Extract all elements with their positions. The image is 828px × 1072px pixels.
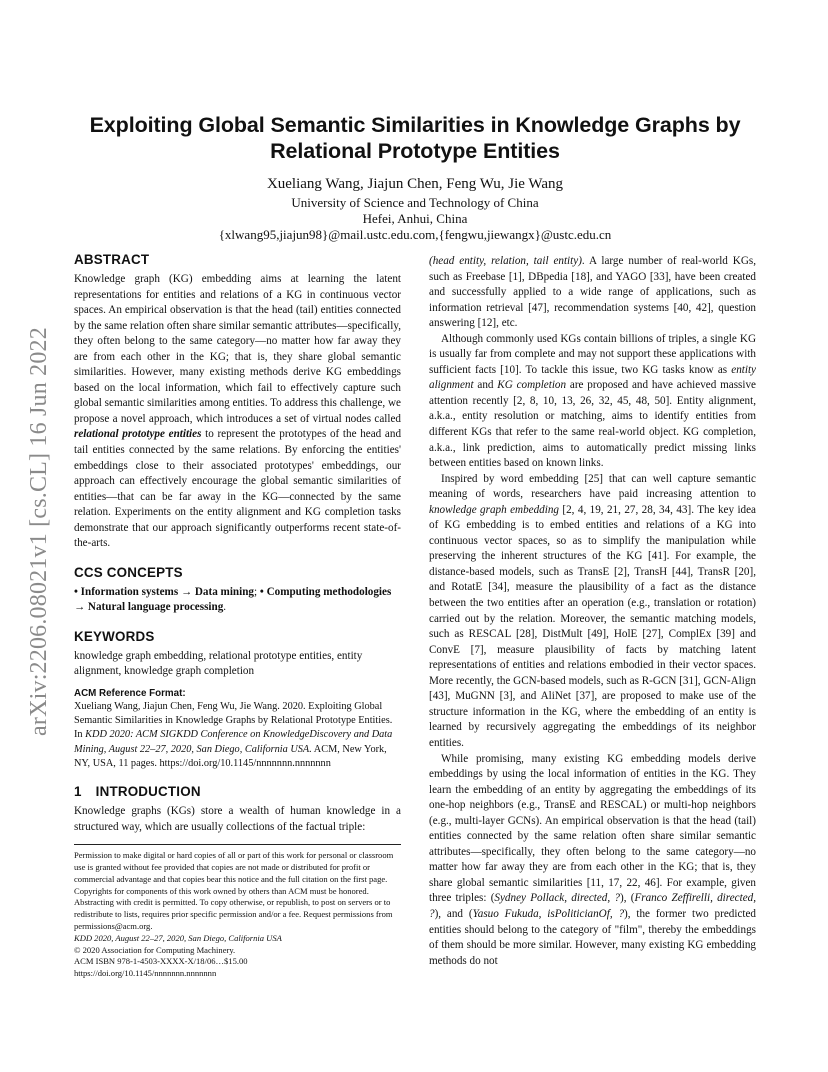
p2-text-b: and (473, 379, 498, 392)
p4-text-a: While promising, many existing KG embedding models derive embeddings by using the local information of entities in the KG. They learn the embedding of an entity by aggregating the embeddings of its one-hop neighbors (e.g., TransE and RESCAL) or multi-hop neighbors (e.g., multi-layer GCNs). An empirical observation is that the head (tail) entities connected by the same relation often share similar semantic attributes—specifically, they often belong to the same category—no matter how far away they are from each other in the KG; that is, they share global semantic similarities [11, 17, 22, 46]. For example, given three triples: ( (429, 752, 756, 905)
term-entity-alignment: entity alignment (429, 363, 756, 392)
reference-text-2: ACM, New York, NY, USA, 11 pages. https://doi.org/10.1145/nnnnnnn.nnnnnnn (74, 743, 387, 769)
arxiv-identifier: arXiv:2206.08021v1 [cs.CL] 16 Jun 2022 (25, 326, 52, 736)
ccs-separator: ; (254, 585, 260, 598)
ccs-end: . (223, 601, 227, 614)
intro-paragraph-1 (429, 254, 756, 332)
intro-paragraph-3 (429, 472, 756, 752)
section-title: INTRODUCTION (95, 784, 201, 800)
p2-text-a: Although commonly used KGs contain billions of triples, a single KG is usually far from complete and may not support these applications with sufficient facts [10]. To tackle this issue, two KG tasks know as (429, 332, 756, 376)
triple-notation: (head entity, relation, tail entity) (429, 255, 582, 267)
term-kg-completion: KG completion (497, 379, 567, 392)
ccs-concept-2: • Computing methodologies → Natural language processing (74, 585, 392, 614)
p3-text-a: Inspired by word embedding [25] that can well capture semantic meaning of words, researchers have paid increasing attention to (429, 472, 756, 501)
doi-line: https://doi.org/10.1145/nnnnnnn.nnnnnnn (74, 968, 217, 979)
paper-title: Exploiting Global Semantic Similarities in Knowledge Graphs by Relational Prototype Entities (89, 113, 741, 163)
left-column (74, 252, 401, 980)
affiliation-location: Hefei, Anhui, China (362, 211, 468, 226)
abstract-heading: ABSTRACT (74, 252, 150, 267)
p4-text-b: ), ( (619, 892, 635, 905)
intro-paragraph-2 (429, 332, 756, 472)
copyright-line: © 2020 Association for Computing Machinery. (74, 944, 236, 955)
reference-format-heading: ACM Reference Format: (74, 688, 186, 700)
example-triple-2: Franco Zeffirelli, directed, ? (429, 892, 756, 920)
permission-notice: Permission to make digital or hard copies of all or part of this work for personal or classroom use is granted without fee provided that copies are not made or distributed for profit or commercial advantage and that copies bear this notice and the full citation on the first page. Copyrights for components of this work owned by others than ACM must be honored. Abstracting with credit is permitted. To copy otherwise, or republish, to post on servers or to redistribute to lists, requires prior specific permission and/or a fee. Request permissions from permissions@acm.org. (74, 850, 394, 931)
term-kg-embedding: knowledge graph embedding (429, 503, 559, 516)
reference-venue: KDD 2020: ACM SIGKDD Conference on KnowledgeDiscovery and Data Mining, August 22–27, 2020, San Diego, California USA. (74, 729, 393, 755)
affiliation-institution: University of Science and Technology of China (291, 195, 539, 210)
example-triple-1: Sydney Pollack, directed, ? (494, 892, 620, 905)
introduction-text: Knowledge graphs (KGs) store a wealth of human knowledge in a structured way, which are usually collections of the factual triple: (74, 805, 401, 833)
section-number: 1 (74, 784, 82, 800)
reference-text-1: Xueliang Wang, Jiajun Chen, Feng Wu, Jie Wang. 2020. Exploiting Global Semantic Similarities in Knowledge Graphs by Relational Prototype Entities. In (74, 701, 393, 741)
ccs-concepts (74, 585, 401, 616)
abstract-text-1: Knowledge graph (KG) embedding aims at learning the latent representations for entities and relations of a KG in continuous vector spaces. An empirical observation is that the head (tail) entities connected by the same relation often share similar semantic attributes—specifically, they often belong to the same category—no matter how far away they are from each other in the KG; that is, they share global semantic similarities. However, many existing methods derive KG embeddings based on the local information, which fail to effectively capture such global semantic similarities among entities. To address this challenge, we propose a novel approach, which introduces a set of virtual nodes called (74, 273, 401, 425)
intro-paragraph-4 (429, 752, 756, 970)
intro-paragraph-1-text: . A large number of real-world KGs, such as Freebase [1], DBpedia [18], and YAGO [33], have been created and successfully applied to a wide range of applications, such as information retrieval [47], recommendation systems [40, 42], question answering [12], etc. (429, 255, 757, 330)
p3-text-b: [2, 4, 19, 21, 27, 28, 34, 43]. The key idea of KG embedding is to embed entities and relations of a KG into continuous vector spaces, so as to simplify the manipulation while preserving the inherent structures of the KG [41]. For example, the distance-based models, such as TransE [2], TransH [44], TransR [20], and RotatE [34], measure the plausibility of a fact as the distance between the two entities after an operation (e.g., translation or rotation) carried out by the relation. Moreover, the semantic matching models, such as RESCAL [28], DistMult [49], HolE [27], ComplEx [39] and ConvE [7], measure plausibility of facts by matching latent representations of entities and relations embodied in their vector spaces. More recently, the GCN-based models, such as R-GCN [31], GCN-Align [43], MuGNN [3], and AliNet [37], are proposed to make use of the structure information in the KG, where the embedding of an entity is learned by recursively aggregating the embeddings of its neighbor entities. (429, 503, 756, 749)
ccs-heading: CCS CONCEPTS (74, 564, 183, 580)
reference-format-text (74, 700, 401, 771)
right-column (429, 254, 756, 969)
introduction-heading (74, 784, 401, 800)
keywords-heading: KEYWORDS (74, 628, 155, 644)
p4-text-d: ), the former two predicted entities should belong to the category of "film", thereby the embeddings of them should be more similar. However, many existing KG embedding methods do not (429, 907, 756, 967)
abstract-body (74, 272, 401, 552)
conference-line: KDD 2020, August 22–27, 2020, San Diego, California USA (74, 932, 282, 943)
arxiv-side-stamp (22, 296, 56, 766)
affiliation-emails: {xlwang95,jiajun98}@mail.ustc.edu.com,{fengwu,jiewangx}@ustc.edu.cn (218, 227, 612, 242)
abstract-emphasis: relational prototype entities (74, 428, 202, 441)
ccs-concept-1: • Information systems → Data mining (74, 585, 254, 598)
copyright-footnote (74, 850, 401, 980)
keywords-text: knowledge graph embedding, relational prototype entities, entity alignment, knowledge graph completion (74, 649, 363, 678)
p4-text-c: ), and ( (434, 907, 473, 920)
abstract-text-2: to represent the prototypes of the head and tail entities connected by the same relations. By enforcing the entities' embeddings close to their associated prototypes' embeddings, our approach can effectively encourage the global semantic similarities of entities—that can be far away in the KG—connected by the same relation. Experiments on the entity alignment and KG completion tasks demonstrate that our approach significantly outperforms recent state-of-the-arts. (74, 428, 402, 550)
isbn-line: ACM ISBN 978-1-4503-XXXX-X/18/06…$15.00 (74, 956, 248, 967)
footnote-divider (74, 844, 401, 845)
author-list: Xueliang Wang, Jiajun Chen, Feng Wu, Jie Wang (266, 176, 564, 192)
example-triple-3: Yasuo Fukuda, isPoliticianOf, ? (472, 907, 625, 920)
p2-text-c: are proposed and have achieved massive attention recently [2, 8, 10, 13, 26, 32, 45, 48, 50]. Entity alignment, a.k.a., entity resolution or matching, aims to identify entities from different KGs that refer to the same real-world object. KG completion, a.k.a., link prediction, aims to automatically predict missing links between entities based on known links. (429, 379, 756, 470)
